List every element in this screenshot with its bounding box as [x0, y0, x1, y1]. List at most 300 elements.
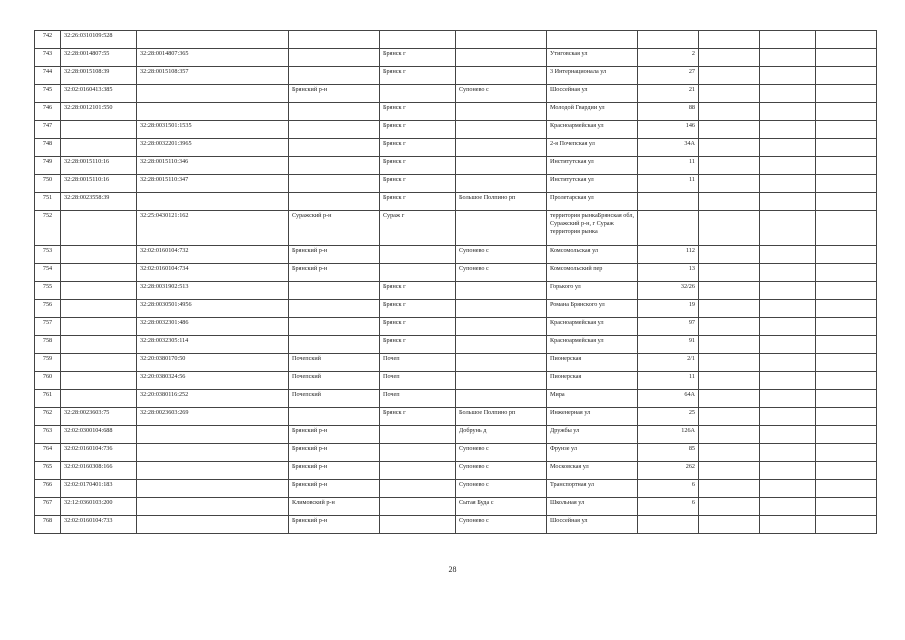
- empty-cell: [699, 246, 760, 264]
- street-cell: Утиговская ул: [547, 49, 638, 67]
- city-cell: [380, 246, 456, 264]
- cadastral-object-cell: [137, 462, 289, 480]
- settlement-cell: Супонево с: [456, 246, 547, 264]
- house-cell: 85: [638, 444, 699, 462]
- house-cell: 21: [638, 85, 699, 103]
- cadastral-object-cell: [137, 444, 289, 462]
- empty-cell: [816, 372, 877, 390]
- settlement-cell: [456, 103, 547, 121]
- district-cell: [289, 121, 380, 139]
- row-number: 759: [35, 354, 61, 372]
- row-number: 755: [35, 282, 61, 300]
- cadastral-number-cell: 32:28:0023558:39: [61, 193, 137, 211]
- settlement-cell: Супонево с: [456, 516, 547, 534]
- city-cell: Брянск г: [380, 139, 456, 157]
- cadastral-object-cell: 32:28:0015110:347: [137, 175, 289, 193]
- empty-cell: [699, 49, 760, 67]
- table-row: [35, 282, 877, 300]
- street-cell: Инженерная ул: [547, 408, 638, 426]
- registry-table: [34, 30, 877, 534]
- empty-cell: [816, 157, 877, 175]
- cadastral-number-cell: 32:02:0170401:183: [61, 480, 137, 498]
- row-number: 756: [35, 300, 61, 318]
- district-cell: [289, 139, 380, 157]
- row-number: 748: [35, 139, 61, 157]
- street-cell: 3 Интернационала ул: [547, 67, 638, 85]
- street-cell: Дружбы ул: [547, 426, 638, 444]
- empty-cell: [760, 211, 816, 246]
- settlement-cell: Сытая Буда с: [456, 498, 547, 516]
- street-cell: Московская ул: [547, 462, 638, 480]
- street-cell: Мира: [547, 390, 638, 408]
- empty-cell: [816, 480, 877, 498]
- empty-cell: [760, 103, 816, 121]
- house-cell: 91: [638, 336, 699, 354]
- table-row: [35, 516, 877, 534]
- settlement-cell: Супонево с: [456, 264, 547, 282]
- street-cell: Шоссейная ул: [547, 85, 638, 103]
- settlement-cell: [456, 300, 547, 318]
- table-row: [35, 408, 877, 426]
- district-cell: Брянский р-н: [289, 246, 380, 264]
- table-row: [35, 103, 877, 121]
- cadastral-number-cell: 32:28:0012101:550: [61, 103, 137, 121]
- table-row: [35, 49, 877, 67]
- district-cell: [289, 157, 380, 175]
- empty-cell: [816, 193, 877, 211]
- cadastral-object-cell: 32:28:0014807:365: [137, 49, 289, 67]
- table-row: [35, 67, 877, 85]
- table-row: [35, 193, 877, 211]
- table-row: [35, 498, 877, 516]
- street-cell: Горького ул: [547, 282, 638, 300]
- cadastral-object-cell: 32:20:0380116:252: [137, 390, 289, 408]
- city-cell: Брянск г: [380, 282, 456, 300]
- city-cell: Брянск г: [380, 300, 456, 318]
- district-cell: Почепский: [289, 354, 380, 372]
- settlement-cell: [456, 211, 547, 246]
- settlement-cell: Большое Полпино рп: [456, 408, 547, 426]
- city-cell: [380, 462, 456, 480]
- street-cell: Комсомольский пер: [547, 264, 638, 282]
- table-row: [35, 444, 877, 462]
- district-cell: Брянский р-н: [289, 426, 380, 444]
- empty-cell: [760, 516, 816, 534]
- cadastral-number-cell: [61, 354, 137, 372]
- row-number: 747: [35, 121, 61, 139]
- cadastral-number-cell: 32:28:0023603:75: [61, 408, 137, 426]
- house-cell: 11: [638, 175, 699, 193]
- row-number: 762: [35, 408, 61, 426]
- cadastral-number-cell: [61, 246, 137, 264]
- street-cell: Комсомольская ул: [547, 246, 638, 264]
- empty-cell: [699, 426, 760, 444]
- cadastral-object-cell: 32:28:0023603:269: [137, 408, 289, 426]
- table-row: [35, 390, 877, 408]
- city-cell: Брянск г: [380, 193, 456, 211]
- empty-cell: [816, 408, 877, 426]
- empty-cell: [816, 121, 877, 139]
- house-cell: 34А: [638, 139, 699, 157]
- city-cell: Брянск г: [380, 67, 456, 85]
- settlement-cell: [456, 282, 547, 300]
- street-cell: территория рынкаБрянская обл, Суражский р-н, г Сураж территория рынка: [547, 211, 638, 246]
- settlement-cell: [456, 318, 547, 336]
- settlement-cell: Супонево с: [456, 444, 547, 462]
- empty-cell: [760, 31, 816, 49]
- row-number: 767: [35, 498, 61, 516]
- table-row: [35, 426, 877, 444]
- cadastral-object-cell: 32:20:0380170:50: [137, 354, 289, 372]
- cadastral-number-cell: 32:02:0160104:733: [61, 516, 137, 534]
- table-row: [35, 372, 877, 390]
- empty-cell: [699, 139, 760, 157]
- house-cell: 112: [638, 246, 699, 264]
- row-number: 751: [35, 193, 61, 211]
- empty-cell: [699, 390, 760, 408]
- empty-cell: [816, 175, 877, 193]
- empty-cell: [699, 480, 760, 498]
- settlement-cell: [456, 175, 547, 193]
- cadastral-number-cell: [61, 336, 137, 354]
- table-row: [35, 480, 877, 498]
- cadastral-object-cell: [137, 193, 289, 211]
- cadastral-number-cell: 32:28:0015110:16: [61, 175, 137, 193]
- house-cell: 13: [638, 264, 699, 282]
- house-cell: [638, 211, 699, 246]
- empty-cell: [760, 444, 816, 462]
- street-cell: Пролетарская ул: [547, 193, 638, 211]
- empty-cell: [760, 354, 816, 372]
- district-cell: [289, 318, 380, 336]
- cadastral-number-cell: 32:12:0360103:200: [61, 498, 137, 516]
- cadastral-number-cell: 32:26:0310109:528: [61, 31, 137, 49]
- district-cell: [289, 67, 380, 85]
- city-cell: [380, 31, 456, 49]
- district-cell: [289, 175, 380, 193]
- empty-cell: [699, 516, 760, 534]
- empty-cell: [760, 49, 816, 67]
- cadastral-number-cell: [61, 264, 137, 282]
- house-cell: 11: [638, 372, 699, 390]
- city-cell: [380, 516, 456, 534]
- row-number: 749: [35, 157, 61, 175]
- empty-cell: [760, 480, 816, 498]
- city-cell: Почеп: [380, 354, 456, 372]
- empty-cell: [699, 444, 760, 462]
- table-row: [35, 211, 877, 246]
- house-cell: 2/1: [638, 354, 699, 372]
- empty-cell: [816, 31, 877, 49]
- row-number: 760: [35, 372, 61, 390]
- district-cell: [289, 336, 380, 354]
- empty-cell: [699, 211, 760, 246]
- street-cell: 2-я Почепская ул: [547, 139, 638, 157]
- cadastral-number-cell: 32:02:0160413:385: [61, 85, 137, 103]
- street-cell: Романа Брянского ул: [547, 300, 638, 318]
- city-cell: Брянск г: [380, 408, 456, 426]
- house-cell: 126А: [638, 426, 699, 444]
- row-number: 766: [35, 480, 61, 498]
- cadastral-object-cell: [137, 85, 289, 103]
- row-number: 758: [35, 336, 61, 354]
- row-number: 742: [35, 31, 61, 49]
- city-cell: [380, 426, 456, 444]
- row-number: 764: [35, 444, 61, 462]
- row-number: 744: [35, 67, 61, 85]
- cadastral-object-cell: 32:28:0032305:114: [137, 336, 289, 354]
- cadastral-object-cell: 32:28:0031902:513: [137, 282, 289, 300]
- cadastral-number-cell: 32:02:0160308:166: [61, 462, 137, 480]
- city-cell: [380, 264, 456, 282]
- table-row: [35, 121, 877, 139]
- district-cell: [289, 300, 380, 318]
- row-number: 753: [35, 246, 61, 264]
- table-row: [35, 31, 877, 49]
- settlement-cell: [456, 390, 547, 408]
- cadastral-object-cell: 32:20:0380324:56: [137, 372, 289, 390]
- empty-cell: [760, 175, 816, 193]
- cadastral-number-cell: 32:28:0014807:55: [61, 49, 137, 67]
- empty-cell: [760, 498, 816, 516]
- empty-cell: [816, 211, 877, 246]
- empty-cell: [760, 426, 816, 444]
- district-cell: [289, 31, 380, 49]
- empty-cell: [760, 157, 816, 175]
- row-number: 750: [35, 175, 61, 193]
- settlement-cell: Супонево с: [456, 462, 547, 480]
- house-cell: 6: [638, 498, 699, 516]
- district-cell: [289, 282, 380, 300]
- empty-cell: [816, 390, 877, 408]
- row-number: 768: [35, 516, 61, 534]
- cadastral-object-cell: 32:02:0160104:732: [137, 246, 289, 264]
- empty-cell: [760, 282, 816, 300]
- empty-cell: [816, 85, 877, 103]
- empty-cell: [699, 462, 760, 480]
- cadastral-number-cell: 32:02:0300104:688: [61, 426, 137, 444]
- empty-cell: [760, 139, 816, 157]
- house-cell: 19: [638, 300, 699, 318]
- empty-cell: [699, 121, 760, 139]
- settlement-cell: [456, 157, 547, 175]
- street-cell: Пионерская: [547, 372, 638, 390]
- cadastral-object-cell: 32:02:0160104:734: [137, 264, 289, 282]
- row-number: 761: [35, 390, 61, 408]
- row-number: 754: [35, 264, 61, 282]
- cadastral-object-cell: 32:28:0030501:4956: [137, 300, 289, 318]
- district-cell: Брянский р-н: [289, 516, 380, 534]
- empty-cell: [699, 300, 760, 318]
- house-cell: 2: [638, 49, 699, 67]
- city-cell: Почеп: [380, 390, 456, 408]
- cadastral-number-cell: [61, 390, 137, 408]
- table-row: [35, 264, 877, 282]
- table-row: [35, 175, 877, 193]
- empty-cell: [760, 193, 816, 211]
- settlement-cell: Супонево с: [456, 480, 547, 498]
- street-cell: Красноармейская ул: [547, 318, 638, 336]
- district-cell: [289, 103, 380, 121]
- table-row: [35, 336, 877, 354]
- house-cell: 146: [638, 121, 699, 139]
- empty-cell: [816, 139, 877, 157]
- empty-cell: [699, 354, 760, 372]
- empty-cell: [699, 67, 760, 85]
- street-cell: Молодой Гвардии ул: [547, 103, 638, 121]
- empty-cell: [760, 85, 816, 103]
- street-cell: Пионерская: [547, 354, 638, 372]
- street-cell: Красноармейская ул: [547, 336, 638, 354]
- empty-cell: [816, 300, 877, 318]
- empty-cell: [699, 372, 760, 390]
- house-cell: [638, 516, 699, 534]
- district-cell: Брянский р-н: [289, 480, 380, 498]
- district-cell: Брянский р-н: [289, 462, 380, 480]
- district-cell: Климовский р-н: [289, 498, 380, 516]
- cadastral-object-cell: [137, 31, 289, 49]
- cadastral-object-cell: [137, 498, 289, 516]
- cadastral-object-cell: [137, 516, 289, 534]
- settlement-cell: Добрунь д: [456, 426, 547, 444]
- empty-cell: [816, 516, 877, 534]
- empty-cell: [699, 336, 760, 354]
- cadastral-number-cell: [61, 121, 137, 139]
- settlement-cell: [456, 67, 547, 85]
- city-cell: [380, 85, 456, 103]
- empty-cell: [816, 426, 877, 444]
- cadastral-number-cell: [61, 318, 137, 336]
- street-cell: Красноармейская ул: [547, 121, 638, 139]
- empty-cell: [816, 462, 877, 480]
- empty-cell: [699, 498, 760, 516]
- empty-cell: [699, 264, 760, 282]
- cadastral-number-cell: 32:28:0015110:16: [61, 157, 137, 175]
- cadastral-object-cell: 32:25:0430121:162: [137, 211, 289, 246]
- empty-cell: [816, 67, 877, 85]
- district-cell: Брянский р-н: [289, 264, 380, 282]
- empty-cell: [816, 336, 877, 354]
- house-cell: 97: [638, 318, 699, 336]
- house-cell: 88: [638, 103, 699, 121]
- table-row: [35, 318, 877, 336]
- district-cell: Брянский р-н: [289, 444, 380, 462]
- house-cell: 32/26: [638, 282, 699, 300]
- row-number: 745: [35, 85, 61, 103]
- empty-cell: [699, 103, 760, 121]
- district-cell: [289, 408, 380, 426]
- street-cell: Шоссейная ул: [547, 516, 638, 534]
- settlement-cell: [456, 372, 547, 390]
- table-row: [35, 462, 877, 480]
- cadastral-number-cell: [61, 282, 137, 300]
- row-number: 765: [35, 462, 61, 480]
- settlement-cell: Супонево с: [456, 85, 547, 103]
- city-cell: Почеп: [380, 372, 456, 390]
- cadastral-number-cell: [61, 372, 137, 390]
- settlement-cell: [456, 49, 547, 67]
- table-row: [35, 157, 877, 175]
- empty-cell: [816, 318, 877, 336]
- city-cell: Сураж г: [380, 211, 456, 246]
- cadastral-object-cell: [137, 480, 289, 498]
- district-cell: Почепский: [289, 372, 380, 390]
- settlement-cell: [456, 31, 547, 49]
- empty-cell: [699, 193, 760, 211]
- street-cell: Школьная ул: [547, 498, 638, 516]
- street-cell: [547, 31, 638, 49]
- empty-cell: [760, 300, 816, 318]
- cadastral-object-cell: 32:28:0032301:486: [137, 318, 289, 336]
- empty-cell: [699, 85, 760, 103]
- cadastral-object-cell: 32:28:0015110:346: [137, 157, 289, 175]
- district-cell: Почепский: [289, 390, 380, 408]
- settlement-cell: Большое Полпино рп: [456, 193, 547, 211]
- row-number: 746: [35, 103, 61, 121]
- city-cell: Брянск г: [380, 103, 456, 121]
- row-number: 743: [35, 49, 61, 67]
- house-cell: 6: [638, 480, 699, 498]
- empty-cell: [760, 121, 816, 139]
- row-number: 757: [35, 318, 61, 336]
- street-cell: Фрунзе ул: [547, 444, 638, 462]
- empty-cell: [760, 264, 816, 282]
- table-row: [35, 246, 877, 264]
- city-cell: Брянск г: [380, 121, 456, 139]
- row-number: 752: [35, 211, 61, 246]
- cadastral-object-cell: 32:28:0015108:357: [137, 67, 289, 85]
- cadastral-number-cell: 32:28:0015108:39: [61, 67, 137, 85]
- cadastral-object-cell: 32:28:0031501:1535: [137, 121, 289, 139]
- district-cell: [289, 49, 380, 67]
- street-cell: Институтская ул: [547, 157, 638, 175]
- house-cell: [638, 31, 699, 49]
- settlement-cell: [456, 139, 547, 157]
- city-cell: Брянск г: [380, 175, 456, 193]
- empty-cell: [760, 390, 816, 408]
- street-cell: Транспортная ул: [547, 480, 638, 498]
- empty-cell: [699, 157, 760, 175]
- empty-cell: [760, 336, 816, 354]
- house-cell: 262: [638, 462, 699, 480]
- page-number: 28: [448, 565, 457, 574]
- empty-cell: [760, 318, 816, 336]
- empty-cell: [816, 282, 877, 300]
- empty-cell: [816, 246, 877, 264]
- empty-cell: [760, 246, 816, 264]
- empty-cell: [760, 67, 816, 85]
- empty-cell: [816, 103, 877, 121]
- empty-cell: [816, 264, 877, 282]
- cadastral-number-cell: 32:02:0160104:736: [61, 444, 137, 462]
- empty-cell: [816, 354, 877, 372]
- district-cell: Суражский р-н: [289, 211, 380, 246]
- empty-cell: [699, 175, 760, 193]
- city-cell: Брянск г: [380, 336, 456, 354]
- settlement-cell: [456, 354, 547, 372]
- empty-cell: [699, 282, 760, 300]
- cadastral-number-cell: [61, 139, 137, 157]
- street-cell: Институтская ул: [547, 175, 638, 193]
- empty-cell: [699, 31, 760, 49]
- empty-cell: [816, 498, 877, 516]
- table-row: [35, 300, 877, 318]
- empty-cell: [699, 318, 760, 336]
- cadastral-object-cell: [137, 103, 289, 121]
- table-row: [35, 354, 877, 372]
- city-cell: [380, 498, 456, 516]
- district-cell: Брянский р-н: [289, 85, 380, 103]
